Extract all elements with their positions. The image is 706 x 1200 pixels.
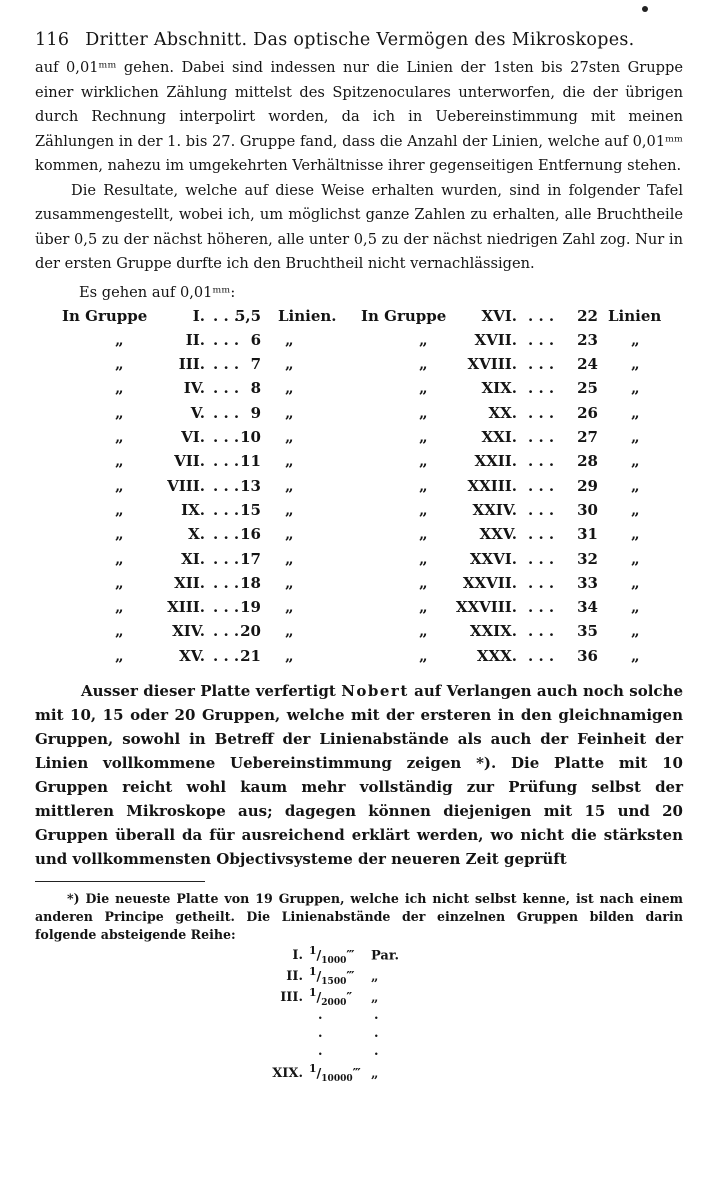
unit-left: „ (285, 646, 294, 665)
footnote (35, 890, 683, 944)
ellipsis-dot: . (374, 1007, 379, 1023)
group-numeral-right: XXVII. (462, 573, 517, 592)
group-label-right: „ (419, 573, 428, 592)
line-count-left: 5,5 (235, 306, 262, 325)
unit-left: „ (285, 330, 294, 349)
ellipsis-dot: . (374, 1025, 379, 1041)
unit-right: „ (631, 598, 640, 617)
line-count-right: 28 (577, 452, 598, 471)
series-tail: „ (371, 968, 379, 984)
group-label-right: „ (419, 452, 428, 471)
line-count-left: 10 (240, 428, 261, 446)
group-label-left: „ (115, 500, 124, 519)
leader-dots-right: . . . (528, 403, 555, 422)
line-count-right: 24 (577, 355, 598, 374)
unit-right: „ (631, 452, 640, 471)
group-label-left: „ (115, 476, 124, 495)
table-row (35, 379, 683, 403)
series-tail: „ (371, 1065, 379, 1081)
paragraph-1 (35, 56, 683, 277)
page-number: 116 (35, 30, 70, 50)
series-tail: Par. (371, 947, 400, 963)
series-fraction: $^1/_{1000}‴$ (309, 943, 355, 966)
group-numeral-right: XVII. (474, 330, 517, 349)
group-numeral-right: XXVI. (469, 549, 517, 568)
group-label-left: „ (115, 525, 124, 544)
leader-dots-right: . . . (528, 355, 555, 374)
leader-dots-left: . . . (213, 646, 240, 665)
series-label: I. (292, 947, 303, 963)
group-numeral-left: VIII. (167, 476, 205, 495)
group-numeral-left: IX. (181, 500, 205, 519)
unit-left: „ (285, 452, 294, 471)
group-label-left: In Gruppe (62, 306, 148, 325)
leader-dots-left: . . . (213, 330, 240, 349)
group-numeral-right: XVI. (481, 306, 517, 325)
group-numeral-right: XXII. (474, 452, 517, 471)
line-count-left: 9 (250, 403, 261, 422)
unit-left: „ (285, 598, 294, 617)
group-label-right: „ (419, 476, 428, 495)
leader-dots-left: . . . (213, 549, 240, 568)
unit-left: „ (285, 403, 294, 422)
group-numeral-right: XXIV. (472, 500, 517, 519)
running-header (35, 30, 683, 50)
leader-dots-right: . . . (528, 549, 555, 568)
leader-dots-left: . . . (213, 622, 240, 641)
leader-dots-right: . . . (528, 573, 555, 592)
unit-right: „ (631, 476, 640, 495)
leader-dots-left: . . . (213, 476, 240, 495)
unit-right: „ (631, 330, 640, 349)
unit-right: „ (631, 646, 640, 665)
unit-right: „ (631, 379, 640, 398)
table-row (35, 307, 683, 331)
ink-speck (642, 6, 648, 12)
group-numeral-right: XX. (488, 403, 517, 422)
group-numeral-left: X. (188, 525, 205, 544)
ellipsis-dot: . (318, 1025, 323, 1041)
group-numeral-left: IV. (183, 379, 205, 398)
group-numeral-left: XI. (181, 549, 205, 568)
leader-dots-left: . . . (213, 379, 240, 398)
leader-dots-right: . . . (528, 476, 555, 495)
line-count-right: 36 (577, 646, 598, 665)
line-count-right: 31 (577, 525, 598, 544)
group-label-right: „ (419, 598, 428, 617)
line-count-left: 8 (250, 379, 261, 398)
leader-dots-right: . . . (528, 428, 555, 446)
line-count-left: 21 (240, 646, 261, 665)
leader-dots-right: . . . (528, 379, 555, 398)
series-row (245, 944, 399, 966)
unit-left: „ (285, 500, 294, 519)
line-count-right: 29 (577, 476, 598, 495)
table-row (35, 428, 683, 452)
line-count-right: 35 (577, 622, 598, 641)
group-numeral-left: XIII. (167, 598, 205, 617)
leader-dots-left: . . . (213, 403, 240, 422)
group-label-right: „ (419, 646, 428, 665)
series-label: II. (286, 968, 303, 984)
paragraph-3-start: Ausser dieser Platte verfertigt (81, 681, 336, 700)
line-count-left: 11 (240, 452, 261, 471)
group-label-left: „ (115, 549, 124, 568)
unit-left: „ (285, 379, 294, 398)
footnote-rule (35, 881, 205, 882)
line-count-right: 33 (577, 573, 598, 592)
series-row (245, 1062, 378, 1084)
group-numeral-right: XXV. (479, 525, 517, 544)
unit-right: „ (631, 525, 640, 544)
footnote-text: *) Die neueste Platte von 19 Gruppen, welche ich nicht selbst kenne, ist nach einem anderen Principe getheilt. Die Linienabstände der einzelnen Gruppen bilden darin folgende absteigende Reihe: (35, 890, 683, 942)
leader-dots-left: . . . (213, 573, 240, 592)
leader-dots-left: . . . (213, 306, 240, 325)
table-row (35, 477, 683, 501)
paragraph-1-text: auf 0,01ᵐᵐ gehen. Dabei sind indessen nur die Linien der 1sten bis 27sten Gruppe einer wirklichen Zählung mittelst des Spitzenoculares unterworfen, die der übrigen durch Rechnung interpolirt worden, da ich in Uebereinstimmung mit meinen Zählungen in der 1. bis 27. Gruppe fand, dass die Anzahl der Linien, welche auf 0,01ᵐᵐ kommen, nahezu im umgekehrten Verhältnisse ihrer gegenseitigen Entfernung stehen. (35, 59, 683, 174)
group-numeral-right: XVIII. (467, 355, 517, 374)
group-label-right: „ (419, 330, 428, 349)
group-numeral-right: XXX. (476, 646, 517, 665)
unit-right: „ (631, 573, 640, 592)
series-row (245, 965, 378, 987)
group-label-right: „ (419, 549, 428, 568)
group-numeral-right: XXIX. (469, 622, 517, 641)
unit-left: „ (285, 573, 294, 592)
line-count-left: 19 (240, 598, 261, 617)
leader-dots-right: . . . (528, 598, 555, 617)
unit-left: „ (285, 525, 294, 544)
leader-dots-right: . . . (528, 646, 555, 665)
group-label-right: „ (419, 403, 428, 422)
series-tail: „ (371, 989, 379, 1005)
unit-right: „ (631, 500, 640, 519)
table-row (35, 574, 683, 598)
table-row (35, 622, 683, 646)
series-row (245, 986, 378, 1008)
group-label-left: „ (115, 379, 124, 398)
group-label-right: „ (419, 622, 428, 641)
line-count-right: 26 (577, 403, 598, 422)
table-row (35, 355, 683, 379)
ellipsis-dot: . (374, 1043, 379, 1059)
table-intro: Es gehen auf 0,01ᵐᵐ: (79, 283, 236, 301)
line-count-left: 7 (250, 355, 261, 374)
group-label-right: „ (419, 500, 428, 519)
line-count-left: 6 (250, 330, 261, 349)
group-numeral-right: XXVIII. (455, 598, 517, 617)
line-count-right: 34 (577, 598, 598, 617)
leader-dots-right: . . . (528, 622, 555, 641)
line-count-left: 15 (240, 500, 261, 519)
group-numeral-left: II. (185, 330, 205, 349)
leader-dots-left: . . . (213, 428, 240, 446)
unit-left: „ (285, 428, 294, 446)
group-numeral-left: III. (178, 355, 205, 374)
group-label-right: „ (419, 355, 428, 374)
unit-right: „ (631, 622, 640, 641)
table-row (35, 501, 683, 525)
leader-dots-left: . . . (213, 452, 240, 471)
unit-left: „ (285, 476, 294, 495)
table-row (35, 404, 683, 428)
running-title: Dritter Abschnitt. Das optische Vermögen des Mikroskopes. (85, 30, 635, 50)
group-label-left: „ (115, 622, 124, 641)
series-label: III. (280, 989, 303, 1005)
unit-left: Linien. (278, 306, 337, 325)
footnote-series (35, 944, 683, 1084)
series-fraction: $^1/_{1500}‴$ (309, 964, 355, 987)
group-numeral-left: XIV. (172, 622, 205, 641)
unit-right: „ (631, 428, 640, 446)
table-row (35, 550, 683, 574)
group-numeral-right: XXIII. (467, 476, 517, 495)
line-count-left: 20 (240, 622, 261, 641)
leader-dots-left: . . . (213, 500, 240, 519)
unit-left: „ (285, 355, 294, 374)
group-numeral-left: V. (190, 403, 205, 422)
group-numeral-left: VI. (181, 428, 205, 446)
group-label-right: „ (419, 525, 428, 544)
group-numeral-right: XIX. (481, 379, 517, 398)
table-row (35, 525, 683, 549)
group-numeral-left: I. (192, 306, 205, 325)
line-count-right: 23 (577, 330, 598, 349)
line-count-left: 13 (240, 476, 261, 495)
line-count-right: 22 (577, 306, 598, 325)
series-fraction: $^1/_{10000}‴$ (309, 1061, 361, 1084)
lines-per-group-table (35, 307, 683, 667)
unit-left: „ (285, 622, 294, 641)
group-label-left: „ (115, 428, 124, 446)
table-row (35, 452, 683, 476)
table-row (35, 598, 683, 622)
table-row (35, 647, 683, 671)
paragraph-3 (35, 679, 683, 871)
group-numeral-left: VII. (174, 452, 205, 471)
line-count-right: 25 (577, 379, 598, 398)
maker-name: Nobert (341, 681, 409, 700)
group-label-left: „ (115, 355, 124, 374)
leader-dots-right: . . . (528, 330, 555, 349)
group-label-left: „ (115, 573, 124, 592)
series-label: XIX. (272, 1065, 303, 1081)
unit-right: „ (631, 355, 640, 374)
leader-dots-left: . . . (213, 525, 240, 544)
paragraph-2-text: Die Resultate, welche auf diese Weise erhalten wurden, sind in folgender Tafel zusammengestellt, wobei ich, um möglichst ganze Zahlen zu erhalten, alle Bruchtheile über 0,5 zu der nächst höheren, alle unter 0,5 zu der nächst niedrigen Zahl zog. Nur in der ersten Gruppe durfte ich den Bruchtheil nicht vernachlässigen. (35, 181, 683, 272)
group-numeral-left: XII. (174, 573, 205, 592)
unit-right: „ (631, 403, 640, 422)
group-label-left: „ (115, 330, 124, 349)
unit-right: Linien (608, 306, 662, 325)
group-label-left: „ (115, 598, 124, 617)
leader-dots-left: . . . (213, 355, 240, 374)
group-label-left: „ (115, 403, 124, 422)
leader-dots-right: . . . (528, 500, 555, 519)
line-count-right: 27 (577, 428, 598, 446)
line-count-right: 32 (577, 549, 598, 568)
group-label-left: „ (115, 452, 124, 471)
group-numeral-right: XXI. (481, 428, 517, 446)
ellipsis-dot: . (318, 1007, 323, 1023)
group-label-right: In Gruppe (361, 306, 447, 325)
ellipsis-dot: . (318, 1043, 323, 1059)
line-count-right: 30 (577, 500, 598, 519)
leader-dots-right: . . . (528, 306, 555, 325)
unit-right: „ (631, 549, 640, 568)
leader-dots-right: . . . (528, 525, 555, 544)
group-label-right: „ (419, 428, 428, 446)
book-page (35, 30, 683, 1084)
group-label-left: „ (115, 646, 124, 665)
leader-dots-right: . . . (528, 452, 555, 471)
table-row (35, 331, 683, 355)
group-numeral-left: XV. (179, 646, 205, 665)
series-fraction: $^1/_{2000}''$ (309, 985, 353, 1008)
line-count-left: 17 (240, 549, 261, 568)
line-count-left: 18 (240, 573, 261, 592)
group-label-right: „ (419, 379, 428, 398)
leader-dots-left: . . . (213, 598, 240, 617)
line-count-left: 16 (240, 525, 261, 544)
paragraph-3-rest: auf Verlangen auch noch solche mit 10, 15 oder 20 Gruppen, welche mit der ersteren in den gleichnamigen Gruppen, sowohl in Betreff der Linienabstände als auch der Feinheit der Linien vollkommene Uebereinstimmung zeigen *). Die Platte mit 10 Gruppen reicht wohl kaum mehr vollständig zur Prüfung selbst der mittleren Mikroskope aus; dagegen können diejenigen mit 15 und 20 Gruppen überall da für ausreichend erklärt werden, wo nicht die stärksten und vollkommensten Objectivsysteme der neueren Zeit geprüft (35, 681, 684, 868)
unit-left: „ (285, 549, 294, 568)
